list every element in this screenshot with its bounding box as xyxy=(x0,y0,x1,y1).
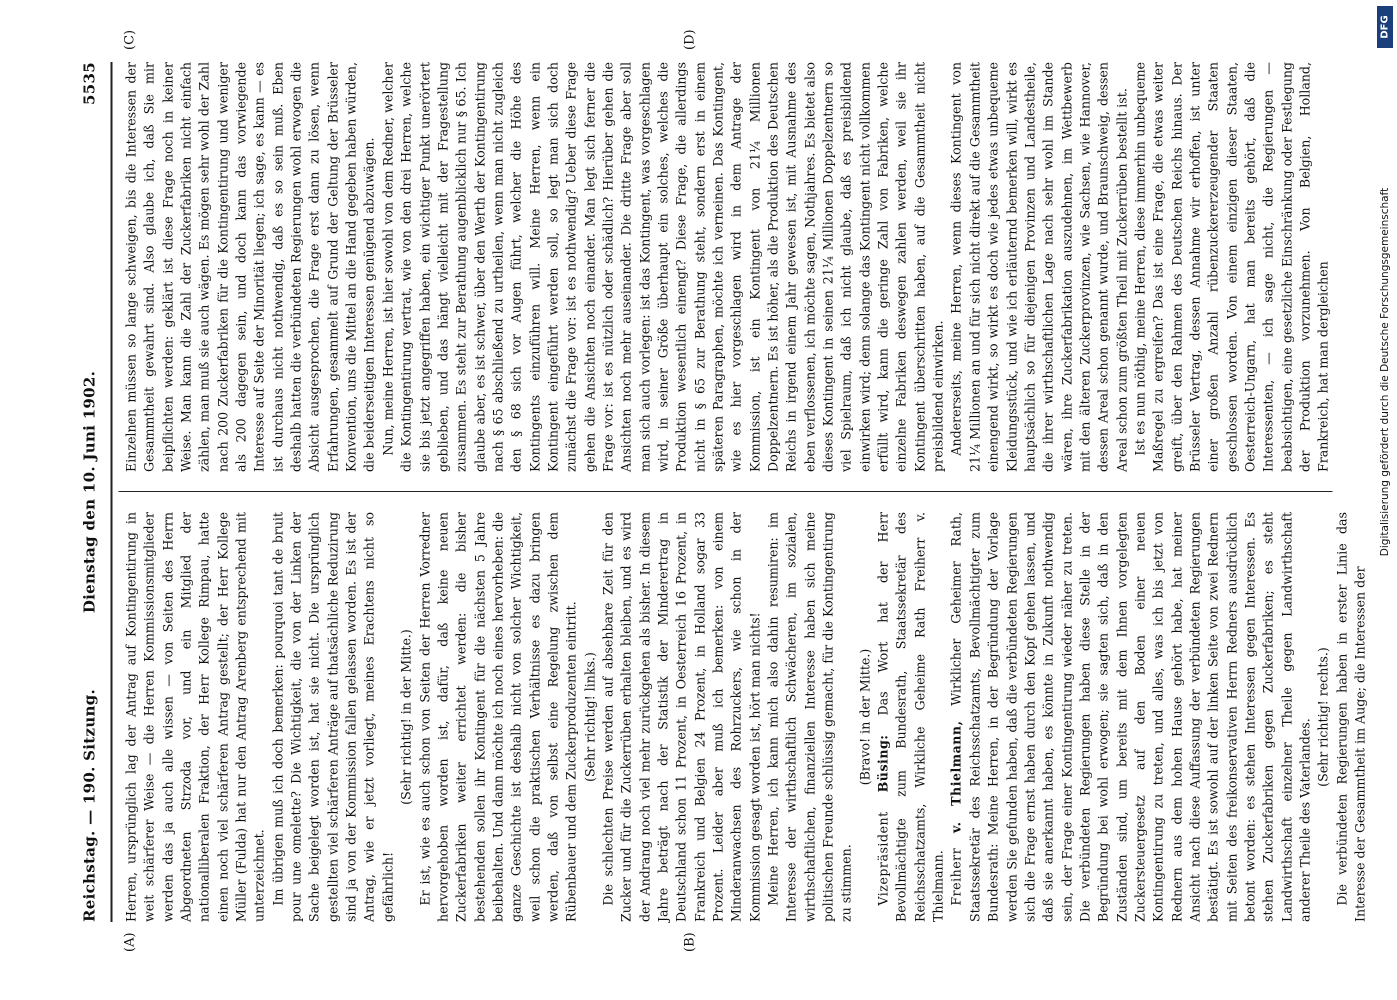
paragraph: Einzelnen müssen so lange schweigen, bis die Interessen der Gesammtheit gewahrt sind. Also glaube ich, daß Sie mir beipflichten werden: geklärt ist diese Frage noch in keiner Weise. Man kann die Zahl der Zuckerfabriken nicht einfach zählen, man muß sie auch wägen. Es mögen sehr wohl der Zahl nach 200 Zuckerfabriken für die Kontingentirung und weniger als 200 dagegen sein, und doch kann das vorwiegende Interesse auf Seite der Minorität liegen; ich sage, es kann — es ist durchaus nicht nothwendig, daß es so sein muß. Eben deshalb hatten die verbündeten Regierungen wohl erwogen die Absicht ausgesprochen, die Frage erst dann zu lösen, wenn Erfahrungen, gesammelt auf Grund der Geltung der Brüsseler Konvention, uns die Mittel an die Hand gegeben haben würden, die beiderseitigen Interessen genügend abzuwägen. xyxy=(123,62,377,472)
column-divider xyxy=(118,491,1332,492)
left-column xyxy=(122,512,1368,922)
header-rule xyxy=(110,62,112,922)
dfg-logo xyxy=(1377,6,1393,48)
speech-text: Das Wort hat der Herr Bevollmächtigte zum Bundesrath, Staatssekretär des Reichsschatzamts, Wirkliche Geheime Rath Freiherr v. Thielmann. xyxy=(875,512,946,922)
paragraph: Er ist, wie es auch schon von Seiten der Herren Vorredner hervorgehoben worden ist, dafür, daß keine neuen Zuckerfabriken weiter errichtet werden: die bisher bestehenden sollen ihr Kontingent für die nächsten 5 Jahre beibehalten. Und dann möchte ich noch eines hervorheben: die ganze Geschichte ist deshalb nicht von solcher Wichtigkeit, weil schon die praktischen Verhältnisse es dazu bringen werden, daß von selbst eine Regelung zwischen dem Rübenbauer und dem Zuckerproduzenten eintritt. xyxy=(416,512,579,922)
speech-text: Wirklicher Geheimer Rath, Staatssekretär des Reichsschatzamts, Bevollmächtigter zum Bundesrath: Meine Herren, in der Begründung der Vorlage werden Sie gefunden haben, daß die verbündeten Regierungen sich die Frage ernst haben durch den Kopf gehen lassen, und daß sie anerkannt haben, es könnte in Zukunft nothwendig sein, der Frage einer Kontingentirung wieder näher zu treten. Die verbündeten Regierungen haben diese Stelle in der Begründung bei wohl erwogen; sie sagten sich, daß in den Zuständen sind, um bereits mit dem Ihnen vorgelegten Zuckersteuergesetz auf den Boden einer neuen Kontingentirung zu treten, und alles, was ich bis jetzt von Rednern aus dem hohen Hause gehört habe, hat meiner Ansicht nach diese Auffassung der verbündeten Regierungen bestätigt. Es ist sowohl auf der linken Seite von zwei Rednern mit Seiten des freikonservativen Herrn Redners ausdrücklich betont worden: es stehen Interessen gegen Interessen. Es stehen Zuckerfabriken gegen Zuckerfabriken; es steht Landwirthschaft einzelner Theile gegen Landwirthschaft anderer Theile des Vaterlandes. xyxy=(948,512,1312,922)
running-head-date: Dienstag den 10. Juni 1902. xyxy=(80,370,98,614)
paragraph: Die schlechten Preise werden auf absehbare Zeit für den Zucker und für die Zuckerrüben erhalten bleiben, und es wird der Andrang noch viel mehr zurückgehen als bisher. In diesem Jahre beträgt nach der Statistik der Minderertrag in Deutschland schon 11 Prozent, in Oesterreich 16 Prozent, in Frankreich und Belgien 24 Prozent, in Holland sogar 33 Prozent. Leider aber muß ich bemerken: von einem Minderanwachsen des Rohrzuckers, wie schon in der Kommission gesagt worden ist, hört man nichts! xyxy=(599,512,762,922)
margin-letter-a: (A) xyxy=(122,932,137,952)
funding-note-text: Digitalisierung gefördert durch die Deutsche Forschungsgemeinschaft xyxy=(1379,187,1391,557)
right-column xyxy=(122,62,1331,472)
paragraph: Herren, ursprünglich lag der Antrag auf Kontingentirung in weit schärferer Weise — die Herren Kommissionsmitglieder werden das ja auch alle wissen — von Seiten des Herrn Abgeordneten Strzoda vor, und ein Mitglied der nationalliberalen Fraktion, der Herr Kollege Rimpau, hatte einen noch viel schärferen Antrag gestellt; der Herr Kollege Müller (Fulda) hat nur den Antrag Arenberg entsprechend mit unterzeichnet. xyxy=(123,512,267,922)
paragraph: Im übrigen muß ich doch bemerken: pourquoi tant de bruit pour une omelette? Die Wichtigkeit, die von der Linken der Sache beigelegt worden ist, hat sie nicht. Die ursprünglich gestellten viel schärferen Anträge auf thatsächliche Reduzirung sind ja von der Kommission fallen gelassen worden. Es ist der Antrag, wie er jetzt vorliegt, meines Erachtens nicht so gefährlich! xyxy=(269,512,395,922)
speaker-name: v. Thielmann, xyxy=(948,720,964,833)
margin-letter-d: (D) xyxy=(682,29,697,50)
running-head xyxy=(70,62,110,922)
speaker-paragraph xyxy=(947,512,1314,922)
speaker-paragraph xyxy=(874,512,947,922)
speaker-name: Büsing: xyxy=(875,734,891,793)
speaker-position: Freiherr xyxy=(948,847,964,906)
page-number: 5535 xyxy=(80,62,98,105)
paragraph: Ist es nun nöthig, meine Herren, diese immerhin unbequeme Maßregel zu ergreifen? Das ist eine Frage, die etwas weiter greift, über den Rahmen des Deutschen Reichs hinaus. Der Brüsseler Vertrag, dessen Annahme wir erhoffen, ist unter einer großen Anzahl rübenzuckererzeugender Staaten geschlossen worden. Von einem einzigen dieser Staaten, Oesterreich-Ungarn, hat man bereits gehört, daß die Interessenten, — ich sage nicht, die Regierungen — beabsichtigen, eine gesetzliche Einschränkung oder Festlegung der Produktion vorzunehmen. Von Belgien, Holland, Frankreich, hat man dergleichen xyxy=(1131,62,1331,472)
margin-letter-c: (C) xyxy=(122,29,137,50)
dfg-logo-text: DFG xyxy=(1379,15,1391,39)
page-content xyxy=(70,29,1368,952)
paragraph: Die verbündeten Regierungen haben in erster Linie das Interesse der Gesammtheit im Auge; die Interessen der xyxy=(1333,512,1368,922)
interjection: (Sehr richtig! rechts.) xyxy=(1315,647,1331,787)
interjection: (Sehr richtig! in der Mitte.) xyxy=(398,629,414,805)
running-head-left: Reichstag. — 190. Sitzung. xyxy=(80,688,98,922)
paragraph: Meine Herren, ich kann mich also dahin resumiren: im Interesse der wirthschaftlich Schwächeren, im sozialen, wirthschaftlichen, finanziellen Interesse haben sich meine politischen Freunde schlüssig gemacht, für die Kontingentirung zu stimmen. xyxy=(765,512,854,922)
paragraph: Andererseits, meine Herren, wenn dieses Kontingent von 21¼ Millionen an und für sich nicht direkt auf die Gesammtheit einengend wirkt, so wirkt es doch wie jedes etwas unbequeme Kleidungsstück, und wie ich erläuternd bemerken will, wirkt es hauptsächlich so für diejenigen Provinzen und Landestheile, die ihrer wirthschaftlichen Lage nach sehr wohl im Stande wären, ihre Zuckerfabrikation auszudehnen, im Wettbewerb mit den älteren Zuckerprovinzen, wie Sachsen, wie Hannover, dessen Areal schon genannt wurde, und Braunschweig, dessen Areal schon zum größten Theil mit Zuckerrüben bestellt ist. xyxy=(948,62,1129,472)
interjection: (Bravo! in der Mitte.) xyxy=(856,648,872,786)
margin-letter-b: (B) xyxy=(682,932,697,952)
speaker-position: Vizepräsident xyxy=(875,811,891,906)
interjection: (Sehr richtig! links.) xyxy=(581,652,597,782)
paragraph: Nun, meine Herren, ist hier sowohl von dem Redner, welcher die Kontingentirung vertrat, wie von den drei Herren, welche sie bis jetzt angegriffen haben, ein wichtiger Punkt unerörtert geblieben, und das hängt vielleicht mit der Fragestellung zusammen. Es steht zur Berathung augenblicklich nur § 65. Ich glaube aber, es ist schwer, über den Werth der Kontingentirung nach § 65 abschließend zu urtheilen, wenn man nicht zugleich den § 68 sich vor Augen führt, welcher die Höhe des Kontingents einzuführen will. Meine Herren, wenn ein Kontingent eingeführt werden soll, so legt man sich doch zunächst die Frage vor: ist es nothwendig? Ueber diese Frage gehen die Ansichten noch einander. Man legt sich ferner die Frage vor: ist es nützlich oder schädlich? Hierüber gehen die Ansichten noch mehr auseinander. Die dritte Frage aber soll man sich auch vorlegen: ist das Kontingent, was vorgeschlagen wird, in seiner Größe überhaupt ein solches, welches die Produktion wesentlich einengt? Diese Frage, die allerdings nicht in § 65 zur Berathung steht, sondern erst in einem späteren Paragraphen, möchte ich verneinen. Das Kontingent, wie es hier vorgeschlagen wird in dem Antrage der Kommission, ist ein Kontingent von 21¼ Millionen Doppelzentnern. Es ist höher, als die Produktion des Deutschen Reichs in irgend einem Jahr gewesen ist, mit Ausnahme des eben verflossenen, ich möchte sagen, Nothjahres. Es bietet also dieses Kontingent in seinen 21¼ Millionen Doppelzentnern so viel Spielraum, daß ich nicht glaube, daß es preisbildend einwirken wird; denn solange das Kontingent nicht vollkommen erfüllt wird, kann die geringe Zahl von Fabriken, welche einzelne Fabriken deswegen zahlen werden, weil sie ihr Kontingent überschritten haben, auf die Gesammtheit nicht preisbildend einwirken. xyxy=(379,62,946,472)
